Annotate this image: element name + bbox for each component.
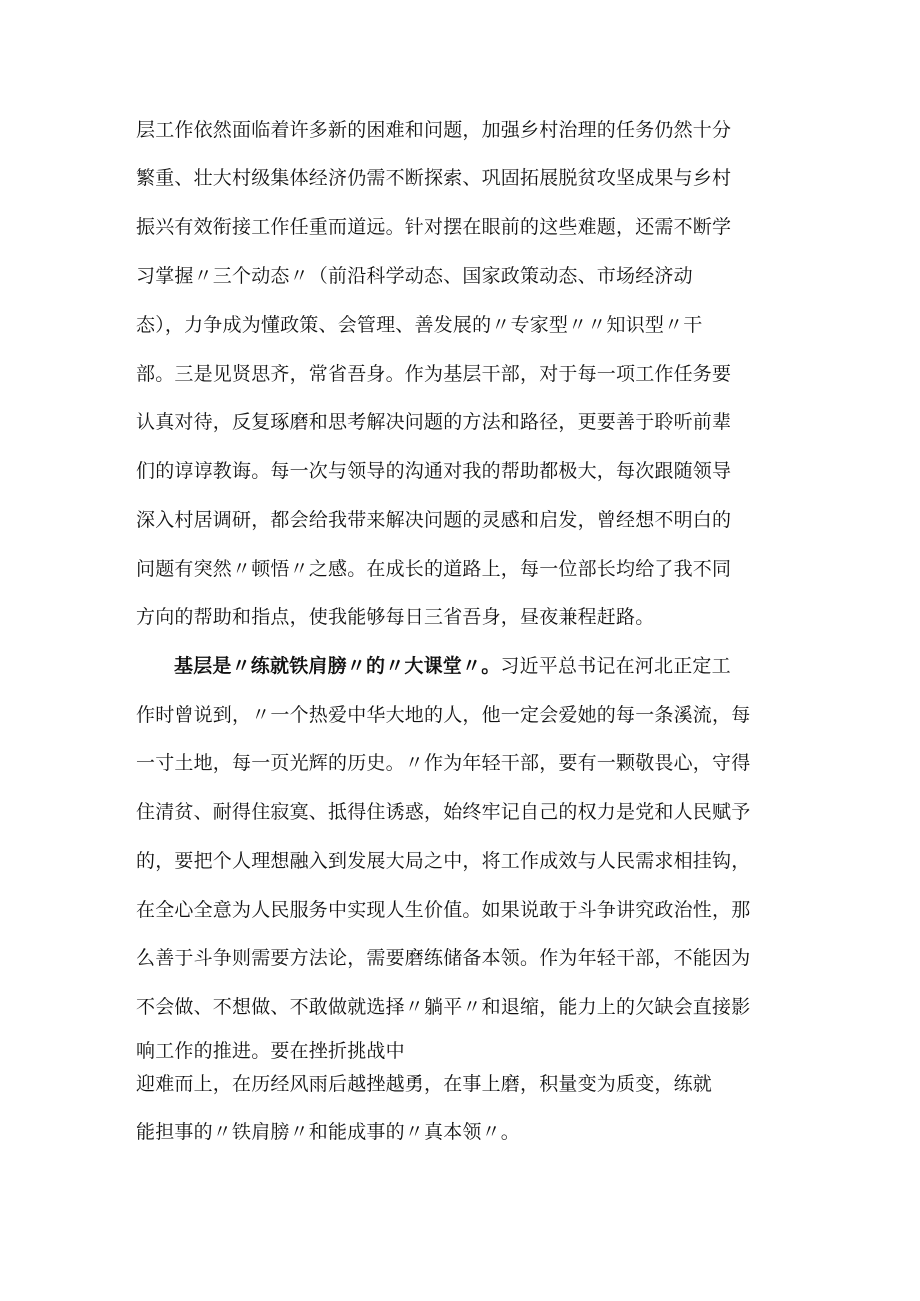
text-line: 层工作依然面临着许多新的困难和问题，加强乡村治理的任务仍然十分 (136, 119, 732, 141)
paragraph-first-line-rest: 习近平总书记在河北正定工 (500, 655, 731, 677)
paragraph-heading: 基层是〃练就铁肩膀〃的〃大课堂〃。 (174, 655, 501, 677)
text-line: 住清贫、耐得住寂寞、抵得住诱惑，始终牢记自己的权力是党和人民赋予 (136, 801, 751, 823)
text-line: 一寸土地，每一页光辉的历史。〃作为年轻干部，要有一颗敬畏心，守得 (136, 752, 751, 774)
text-line: 的，要把个人理想融入到发展大局之中，将工作成效与人民需求相挂钩， (136, 850, 751, 872)
text-line: 作时曾说到，〃一个热爱中华大地的人，他一定会爱她的每一条溪流，每 (136, 704, 751, 726)
text-line: 深入村居调研，都会给我带来解决问题的灵感和启发，曾经想不明白的 (136, 509, 732, 531)
text-line: 们的谆谆教诲。每一次与领导的沟通对我的帮助都极大，每次跟随领导 (136, 460, 732, 482)
text-line: 在全心全意为人民服务中实现人生价值。如果说敢于斗争讲究政治性，那 (136, 899, 751, 921)
text-line: 认真对待，反复琢磨和思考解决问题的方法和路径，更要善于聆听前辈 (136, 411, 732, 433)
text-line: 繁重、壮大村级集体经济仍需不断探索、巩固拓展脱贫攻坚成果与乡村 (136, 167, 732, 189)
text-line: 么善于斗争则需要方法论，需要磨练储备本领。作为年轻干部，不能因为 (136, 947, 751, 969)
text-line: 态），力争成为懂政策、会管理、善发展的〃专家型〃〃知识型〃干 (136, 314, 703, 336)
text-line: 振兴有效衔接工作任重而道远。针对摆在眼前的这些难题，还需不断学 (136, 216, 732, 238)
text-line: 迎难而上，在历经风雨后越挫越勇，在事上磨，积量变为质变，练就 (136, 1073, 713, 1095)
text-line: 能担事的〃铁肩膀〃和能成事的〃真本领〃。 (136, 1121, 521, 1143)
text-line: 问题有突然〃顿悟〃之感。在成长的道路上，每一位部长均给了我不同 (136, 558, 732, 580)
paragraph-first-line (174, 654, 731, 678)
text-line: 不会做、不想做、不敢做就选择〃躺平〃和退缩，能力上的欠缺会直接影 (136, 996, 751, 1018)
text-line: 部。三是见贤思齐，常省吾身。作为基层干部，对于每一项工作任务要 (136, 363, 732, 385)
text-line: 响工作的推进。要在挫折挑战中 (136, 1040, 405, 1062)
text-line: 习掌握〃三个动态〃（前沿科学动态、国家政策动态、市场经济动 (136, 265, 693, 287)
text-line: 方向的帮助和指点，使我能够每日三省吾身，昼夜兼程赶路。 (136, 606, 655, 628)
